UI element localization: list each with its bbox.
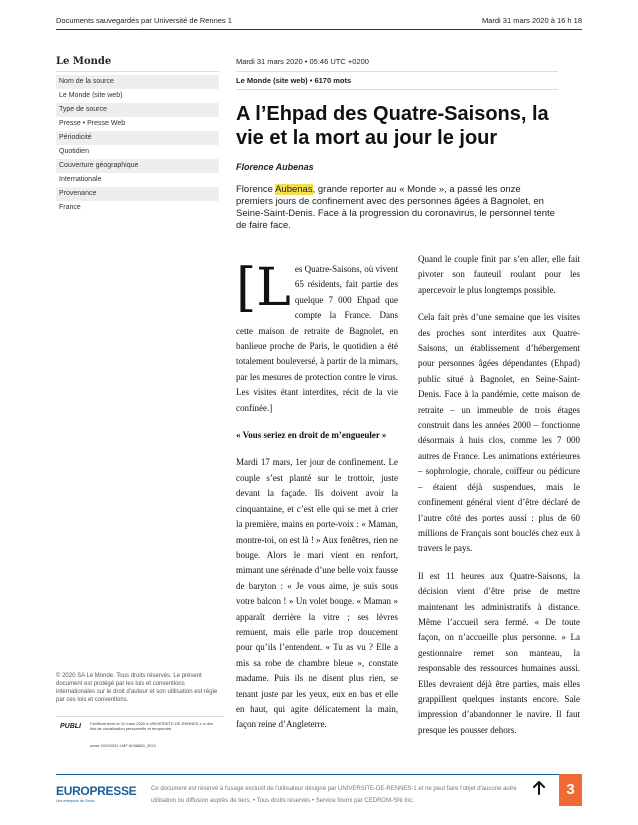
sidebar-row: Internationale bbox=[59, 176, 102, 183]
dropcap: [L bbox=[236, 258, 291, 318]
sidebar-row: Périodicité bbox=[56, 131, 219, 145]
article-column-1 bbox=[236, 258, 398, 745]
article-lead bbox=[236, 184, 558, 232]
article-subheading: « Vous seriez en droit de m’engueuler » bbox=[236, 430, 387, 441]
article-date: Mardi 31 mars 2020 • 05:46 UTC +0200 bbox=[236, 56, 558, 72]
certificate-number: news·20200331·LMF·6036860_3224 bbox=[90, 743, 156, 748]
article-paragraph: Cela fait près d’une semaine que les visites des proches sont interdites aux Quatre-Saisons, un établissement d’hébergement pour personnes âgées dépendantes (Ehpad) public situé à Bagnolet, en Seine-Saint-Denis. Face à la pandémie, cette maison de retraite – un immeuble de trois étages construit dans les années 2000 – fonctionne désormais à huis clos, comme les 7 000 autres de France. Les animations extérieures – sophrologie, chorale, coiffeur ou pédicure – étaient déjà suspendues, mais le confinement général vient d’être déclaré de l’autre côté des portes aussi : plus de 60 millions de Français sont bouclés chez eux à travers le pays. bbox=[418, 312, 580, 554]
article-title: A l’Ehpad des Quatre-Saisons, la vie et la mort au jour le jour bbox=[236, 103, 549, 149]
article-column-2 bbox=[418, 252, 580, 750]
sidebar-row: Le Monde (site web) bbox=[59, 92, 123, 99]
certificate-logo: PUBLI bbox=[60, 723, 81, 730]
article-paragraph: Quand le couple finit par s’en aller, elle fait pivoter son fauteuil roulant pour les apercevoir le plus longtemps possible. bbox=[418, 254, 580, 295]
footer-legal-text: Ce document est réservé à l'usage exclusif de l'utilisateur désigné par UNIVERSITE-DE-RENNES-1 et ne peut faire l'objet d'aucune autre utilisation ou diffusion auprès de tiers. • Tous droits réservés • Service fourni par CEDROM-SNi Inc. bbox=[151, 786, 517, 804]
saved-date-label: Mardi 31 mars 2020 à 16 h 18 bbox=[481, 16, 582, 25]
lead-text: , grande reporter au « Monde », a passé les onze premiers jours de confinement avec des personnes âgées à Bagnolet, en Seine-Saint-Denis. Face à la progression du coronavirus, le personnel tente de faire face. bbox=[236, 184, 555, 231]
certificate-box bbox=[56, 716, 224, 754]
sidebar-row: Type de source bbox=[56, 103, 219, 117]
paragraph-text: es Quatre-Saisons, où vivent 65 résidents, fait partie des quelque 7 000 Ehpad que compte la France. Dans cette maison de retraite de Bagnolet, en banlieue proche de Paris, le quotidien a été totalement bouleversé, à partir de la mimars, par les mesures de protection contre le virus. Les visites étant interdites, récit de la vie confinée.] bbox=[236, 264, 398, 413]
saved-by-label: Documents sauvegardés par Université de Rennes 1 bbox=[56, 16, 232, 25]
article-author: Florence Aubenas bbox=[236, 162, 314, 172]
copyright-notice: © 2020 SA Le Monde. Tous droits réservés. Le présent document est protégé par les lois et conventions internationales sur le droit d'auteur et son utilisation est régie par ces lois et conventions. bbox=[56, 673, 218, 703]
sidebar-row: France bbox=[59, 204, 81, 211]
lead-text: Florence bbox=[236, 184, 276, 195]
source-sidebar bbox=[56, 56, 219, 215]
sidebar-row: Nom de la source bbox=[56, 75, 219, 89]
document-header bbox=[56, 14, 582, 30]
article-source: Le Monde (site web) • 6170 mots bbox=[236, 76, 558, 90]
sidebar-row: Couverture géographique bbox=[56, 159, 219, 173]
source-logo: Le Monde bbox=[56, 56, 219, 72]
highlighted-term: Aubenas bbox=[275, 184, 313, 195]
article-paragraph: Il est 11 heures aux Quatre-Saisons, la décision vient d’être prise de mettre maintenant les administratifs à distance. Même l’accueil sera fermé. « De toute façon, on n’accueille plus personne. » La gestionnaire remet son manteau, la responsable des ressources humaines aussi. Elles devraient déjà être parties, mais elles grappillent quelques instants encore. Sale impression d’abandonner le navire. Il faut presque les pousser dehors. bbox=[418, 570, 580, 735]
article-paragraph: Mardi 17 mars, 1er jour de confinement. Le couple s’est planté sur le trottoir, juste devant la façade. Ils doivent avoir la cinquantaine, et c’est elle qui se met à crier la première, mains en porte-voix : « Maman, montre-toi, on est là ! » Aux fenêtres, rien ne bouge. Alors le mari vient en renfort, mimant une sérénade d’une belle voix fausse de baryton : « Je vous aime, je suis sous votre balcon ! » Un volet bouge. « Maman » apparaît derrière la vitre ; ses lèvres remuent, mais elle parle trop doucement pour qu’ils l’entendent. « Tu as vu ? Elle a mis sa robe de chambre bleue », constate madame. Puis ils ne disent plus rien, se tenant juste par les yeux, eux en bas et elle en haut, qui agite délicatement la main, façon reine d’Angleterre. bbox=[236, 457, 398, 730]
sidebar-row: Provenance bbox=[56, 187, 219, 201]
sidebar-row: Presse • Presse Web bbox=[59, 120, 126, 127]
footer-divider bbox=[56, 774, 582, 775]
sidebar-row: Quotidien bbox=[59, 148, 89, 155]
article-paragraph bbox=[236, 258, 398, 416]
certificate-text: Certificat émis le 31 mars 2020 à UNIVERSITE-DE-RENNES-1 à des fins de visualisation personnelle et temporaire. bbox=[90, 721, 213, 731]
arrow-up-icon[interactable] bbox=[528, 780, 550, 802]
page-footer bbox=[0, 774, 638, 810]
europresse-tagline: Une entreprise de Cision bbox=[56, 799, 95, 803]
page-number-badge: 3 bbox=[559, 774, 582, 806]
article-header bbox=[236, 56, 558, 232]
europresse-logo: EUROPRESSE bbox=[56, 784, 137, 798]
